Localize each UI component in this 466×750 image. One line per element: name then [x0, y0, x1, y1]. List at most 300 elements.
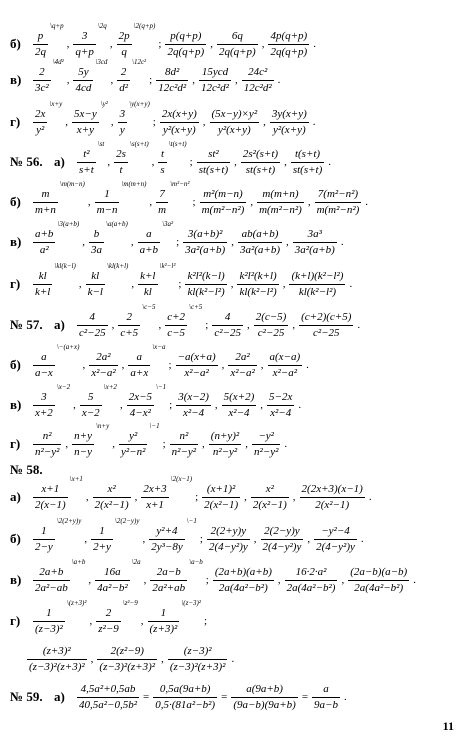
numerator: n² — [179, 429, 189, 442]
fraction-bar — [95, 580, 130, 581]
denominator: n²−y² — [253, 445, 279, 458]
fraction-bar — [148, 621, 180, 622]
numerator: a — [136, 350, 143, 363]
fraction — [268, 31, 309, 58]
fraction-bar — [33, 80, 51, 81]
numerator: x+1 — [41, 482, 60, 495]
denominator: 2+y — [93, 540, 111, 553]
numerator: 1 — [160, 606, 167, 619]
math-expression — [32, 220, 347, 258]
math-expression — [76, 303, 363, 341]
fraction — [73, 67, 93, 94]
denominator: m−n — [96, 203, 118, 216]
separator: , — [110, 116, 114, 128]
fraction-bar — [197, 162, 230, 163]
fraction — [222, 392, 257, 419]
numerator: 2s — [116, 147, 126, 160]
fraction — [213, 567, 274, 594]
fraction — [197, 149, 230, 176]
fraction — [209, 431, 241, 458]
extra-factor: \(z−3)² — [181, 599, 201, 607]
denominator: (z−3)²(z+3)² — [29, 660, 85, 673]
fraction — [89, 229, 104, 256]
numerator: 3(a+b)² — [187, 227, 223, 240]
fraction-bar — [141, 497, 168, 498]
separator: . — [368, 491, 372, 503]
fraction — [231, 684, 298, 711]
fraction-bar — [118, 325, 140, 326]
separator: , — [261, 38, 265, 50]
denominator: 3c² — [35, 81, 49, 94]
fraction — [117, 67, 130, 94]
separator: ; — [195, 491, 199, 503]
fraction-bar — [270, 122, 309, 123]
numerator: x² — [265, 482, 274, 495]
numerator: 2(2+y)y — [210, 524, 247, 537]
denominator: 2(x²−1) — [252, 498, 287, 511]
denominator: 12c²d² — [243, 81, 272, 94]
denominator: a+x — [130, 366, 149, 379]
separator: , — [131, 278, 135, 290]
separator: , — [263, 116, 266, 128]
fraction-bar — [93, 497, 131, 498]
denominator: 2q — [35, 45, 46, 58]
fraction-bar — [117, 44, 132, 45]
denominator: q — [121, 45, 127, 58]
math-expression — [32, 558, 419, 596]
numerator: m — [41, 187, 50, 200]
numerator: 8d² — [165, 65, 180, 78]
fraction-bar — [170, 444, 198, 445]
extra-factor: \m²−n² — [170, 180, 190, 188]
extra-factor: \3a² — [162, 220, 174, 228]
separator: , — [84, 533, 88, 545]
math-expression — [76, 140, 334, 178]
extra-factor: \a−b — [189, 558, 203, 566]
separator: , — [158, 319, 162, 331]
separator: , — [307, 196, 311, 208]
page-number: 11 — [442, 719, 454, 733]
numerator: x² — [107, 482, 116, 495]
denominator: x²−a² — [184, 366, 209, 379]
fraction-bar — [267, 405, 294, 406]
fraction-bar — [118, 122, 128, 123]
fraction-bar — [77, 325, 108, 326]
separator: , — [85, 491, 89, 503]
denominator: 4cd — [75, 81, 92, 94]
separator: , — [277, 574, 281, 586]
denominator: 2(4−y²)y — [316, 540, 355, 553]
fraction-bar — [33, 539, 55, 540]
separator: , — [230, 278, 234, 290]
denominator: c²−25 — [79, 326, 106, 339]
math-expression — [26, 643, 237, 675]
fraction-bar — [150, 580, 187, 581]
fraction — [158, 149, 166, 176]
numerator: 3(x−2) — [178, 390, 209, 403]
fraction-bar — [33, 580, 70, 581]
fraction — [27, 646, 87, 673]
fraction-bar — [158, 162, 166, 163]
denominator: 2q(q+p) — [167, 45, 205, 58]
fraction-bar — [27, 659, 87, 660]
numerator: 4 — [89, 310, 96, 323]
item-label: б) — [10, 357, 21, 372]
extra-factor: \(z+3)² — [66, 599, 87, 607]
numerator: t² — [83, 147, 90, 160]
numerator: 16·2·a² — [295, 565, 327, 578]
numerator: 2 — [105, 606, 112, 619]
denominator: 4−x² — [129, 406, 151, 419]
fraction — [165, 31, 206, 58]
extra-factor: \3(a+b) — [57, 220, 80, 228]
separator: , — [90, 653, 94, 665]
fraction-bar — [222, 405, 257, 406]
denominator: kl(k²−l²) — [187, 285, 225, 298]
denominator: 12c²d² — [158, 81, 187, 94]
numerator: 0,5a(9a+b) — [159, 682, 211, 695]
separator: , — [119, 399, 123, 411]
item-label: в) — [10, 234, 22, 249]
separator: . — [277, 74, 281, 86]
item-label: г) — [10, 436, 21, 451]
separator: , — [134, 491, 138, 503]
extra-factor: \−1 — [156, 383, 167, 391]
math-expression — [32, 517, 367, 555]
denominator: c²−25 — [312, 326, 340, 339]
separator: , — [107, 156, 111, 168]
denominator: y²−n² — [121, 445, 146, 458]
numerator: 5x−y — [74, 107, 97, 120]
fraction-bar — [299, 325, 353, 326]
numerator: 7(m²−n²) — [317, 187, 359, 200]
fraction — [291, 149, 324, 176]
denominator: k−l — [87, 285, 103, 298]
denominator: (9a−b)(9a+b) — [233, 698, 296, 711]
denominator: 2a(4a²−b²) — [354, 581, 404, 594]
math-expression — [32, 475, 375, 513]
denominator: c−5 — [167, 326, 186, 339]
math-expression — [32, 262, 355, 300]
numerator: t(s+t) — [294, 147, 321, 160]
fraction-bar — [95, 202, 120, 203]
separator: , — [89, 615, 93, 627]
numerator: 1 — [104, 187, 110, 200]
separator: , — [82, 236, 86, 248]
separator: , — [142, 533, 146, 545]
numerator: y² — [129, 429, 138, 442]
fraction-bar — [183, 242, 227, 243]
exercise-number: № 58. — [10, 462, 43, 477]
numerator: 2x−5 — [128, 390, 152, 403]
fraction-bar — [168, 659, 228, 660]
fraction — [168, 646, 228, 673]
extra-factor: \2(q+p) — [133, 22, 156, 30]
numerator: 3y(x+y) — [271, 107, 307, 120]
fraction-bar — [160, 122, 199, 123]
fraction — [127, 392, 154, 419]
numerator: 2a² — [235, 350, 250, 363]
fraction-bar — [33, 242, 55, 243]
item-label: в) — [10, 72, 22, 87]
fraction-bar — [202, 497, 240, 498]
fraction-bar — [312, 697, 340, 698]
extra-factor: \2(x−1) — [170, 475, 193, 483]
separator: , — [245, 438, 248, 450]
denominator: 2q(q+p) — [270, 45, 308, 58]
separator: , — [121, 359, 125, 371]
numerator: a+b — [35, 227, 54, 240]
fraction-bar — [300, 497, 365, 498]
fraction-bar — [96, 621, 121, 622]
numerator: 1 — [99, 524, 105, 537]
fraction — [257, 189, 304, 216]
separator: , — [111, 319, 115, 331]
numerator: 2a+b — [39, 565, 64, 578]
separator: , — [82, 359, 86, 371]
numerator: 2s²(s+t) — [242, 147, 279, 160]
separator: = — [221, 691, 228, 703]
denominator: m+n — [35, 203, 56, 216]
separator: , — [87, 196, 91, 208]
numerator: a(9a+b) — [246, 682, 283, 695]
fraction-bar — [156, 80, 188, 81]
separator: ; — [158, 38, 162, 50]
separator: ; — [168, 359, 172, 371]
separator: . — [231, 653, 235, 665]
numerator: 2a−b — [156, 565, 181, 578]
extra-factor: \y(x+y) — [129, 100, 150, 108]
separator: , — [234, 156, 237, 168]
fraction-bar — [72, 444, 94, 445]
denominator: kl(k²−l²) — [298, 285, 337, 298]
numerator: n+y — [74, 429, 92, 442]
denominator: y²(x+y) — [217, 123, 251, 136]
fraction — [267, 392, 294, 419]
separator: . — [340, 236, 344, 248]
fraction — [237, 271, 278, 298]
denominator: 0,5·(81a²−b²) — [155, 698, 216, 711]
numerator: 2(c−5) — [255, 310, 287, 323]
fraction-bar — [213, 580, 274, 581]
fraction — [33, 31, 48, 58]
numerator: st² — [208, 147, 219, 160]
numerator: kl — [91, 269, 100, 282]
separator: . — [313, 38, 316, 50]
fraction-bar — [73, 80, 93, 81]
separator: . — [343, 691, 347, 703]
fraction-bar — [114, 162, 128, 163]
fraction — [261, 526, 304, 553]
fraction — [238, 229, 282, 256]
numerator: a — [146, 227, 152, 240]
numerator: 4 — [224, 310, 231, 323]
denominator: m(m²−n²) — [201, 203, 245, 216]
fraction-bar — [268, 44, 309, 45]
denominator: 2(x²−1) — [315, 498, 350, 511]
separator: . — [365, 196, 369, 208]
numerator: t — [161, 147, 165, 160]
extra-factor: \2q — [97, 22, 107, 30]
fraction — [141, 484, 168, 511]
fraction — [95, 567, 130, 594]
separator: . — [360, 533, 364, 545]
extra-factor: \z²−9 — [122, 599, 138, 607]
numerator: y²+4 — [156, 524, 178, 537]
separator: , — [112, 438, 115, 450]
denominator: 3a — [91, 243, 103, 256]
fraction — [96, 608, 121, 635]
fraction — [268, 352, 303, 379]
fraction — [33, 526, 55, 553]
fraction — [77, 312, 108, 339]
item-label: а) — [54, 689, 65, 704]
extra-factor: \m(m−n) — [59, 180, 85, 188]
extra-factor: \k²−l² — [159, 262, 176, 270]
fraction-bar — [231, 697, 298, 698]
item-label: а) — [54, 317, 65, 332]
separator: . — [312, 116, 316, 128]
separator: , — [250, 196, 254, 208]
separator: , — [214, 399, 218, 411]
fraction-bar — [254, 325, 289, 326]
fraction — [95, 189, 120, 216]
numerator: p — [37, 29, 44, 42]
fraction-bar — [200, 202, 247, 203]
item-label: б) — [10, 531, 21, 546]
fraction-bar — [293, 242, 337, 243]
exercise-number: № 59. — [10, 689, 43, 704]
separator: , — [78, 278, 82, 290]
fraction — [148, 608, 180, 635]
denominator: x²−a² — [91, 366, 116, 379]
fraction — [93, 484, 131, 511]
denominator: y²(x+y) — [272, 123, 306, 136]
denominator: (z−3)² — [35, 622, 63, 635]
denominator: (z−3)²(z+3)² — [99, 660, 156, 673]
numerator: k²l²(k−l) — [187, 269, 225, 282]
fraction-bar — [314, 539, 357, 540]
denominator: 2(x²−1) — [94, 498, 129, 511]
fraction-bar — [207, 539, 250, 540]
numerator: m(m+n) — [262, 187, 299, 200]
denominator: st(s+t) — [245, 163, 276, 176]
fraction-bar — [242, 80, 274, 81]
math-expression — [32, 422, 290, 460]
fraction — [72, 109, 99, 136]
denominator: c²−25 — [257, 326, 285, 339]
numerator: kl — [38, 269, 47, 282]
numerator: 16a — [104, 565, 121, 578]
math-expression — [32, 343, 312, 381]
denominator: 2a(4a²−b²) — [286, 581, 336, 594]
separator: ; — [203, 615, 208, 627]
math-expression — [32, 180, 371, 218]
denominator: (z+3)² — [149, 622, 178, 635]
denominator: 2(x−1) — [35, 498, 66, 511]
fraction-bar — [89, 242, 104, 243]
math-expression — [32, 383, 304, 421]
fraction — [176, 352, 218, 379]
separator: , — [341, 574, 345, 586]
numerator: 1 — [41, 524, 47, 537]
denominator: st(s+t) — [292, 163, 323, 176]
fraction — [33, 271, 52, 298]
fraction — [77, 149, 96, 176]
extra-factor: \q+p — [50, 22, 64, 30]
denominator: kl — [143, 285, 152, 298]
math-expression — [32, 100, 319, 138]
separator: . — [413, 574, 416, 586]
numerator: 24c² — [248, 65, 268, 78]
separator: , — [65, 438, 69, 450]
fraction — [217, 31, 258, 58]
extra-factor: \2(2+y)y — [56, 517, 82, 525]
denominator: q+p — [75, 45, 94, 58]
numerator: a(x−a) — [269, 350, 301, 363]
fraction — [33, 229, 55, 256]
numerator: 2(2−y)y — [264, 524, 300, 537]
fraction-bar — [210, 122, 260, 123]
denominator: 40,5a²−0,5b² — [79, 698, 138, 711]
separator: ; — [162, 438, 166, 450]
fraction — [118, 312, 140, 339]
fraction — [33, 608, 65, 635]
separator: , — [244, 491, 247, 503]
denominator: 2y³−8y — [151, 540, 183, 553]
denominator: a+b — [139, 243, 159, 256]
fraction-bar — [97, 659, 157, 660]
fraction — [72, 431, 94, 458]
numerator: 2 — [126, 310, 133, 323]
extra-factor: \−(a+x) — [56, 343, 80, 351]
item-label: в) — [10, 397, 22, 412]
separator: , — [286, 236, 289, 248]
fraction — [33, 431, 61, 458]
fraction-bar — [252, 444, 280, 445]
extra-factor: \y² — [100, 100, 108, 108]
fraction-bar — [80, 405, 102, 406]
numerator: 4,5a²+0,5ab — [80, 682, 136, 695]
fraction-bar — [176, 365, 218, 366]
denominator: 2(4−y²)y — [208, 540, 248, 553]
fraction-bar — [138, 242, 160, 243]
math-expression — [32, 22, 319, 60]
fraction — [252, 431, 280, 458]
denominator: a−x — [35, 366, 53, 379]
denominator: n²−y² — [171, 445, 197, 458]
numerator: b — [93, 227, 100, 240]
numerator: 2 — [120, 65, 127, 78]
separator: , — [202, 438, 205, 450]
fraction-bar — [199, 80, 231, 81]
fraction-bar — [238, 242, 282, 243]
numerator: 15ycd — [201, 65, 229, 78]
item-label: в) — [10, 572, 22, 587]
separator: , — [282, 278, 286, 290]
separator: , — [231, 236, 234, 248]
fraction-bar — [33, 202, 58, 203]
fraction-bar — [185, 284, 226, 285]
fraction-bar — [33, 284, 52, 285]
fraction — [33, 109, 47, 136]
fraction-bar — [33, 122, 47, 123]
fraction — [242, 67, 274, 94]
numerator: 5(x+2) — [223, 390, 255, 403]
denominator: y² — [36, 123, 45, 136]
fraction — [312, 684, 340, 711]
fraction — [33, 392, 55, 419]
